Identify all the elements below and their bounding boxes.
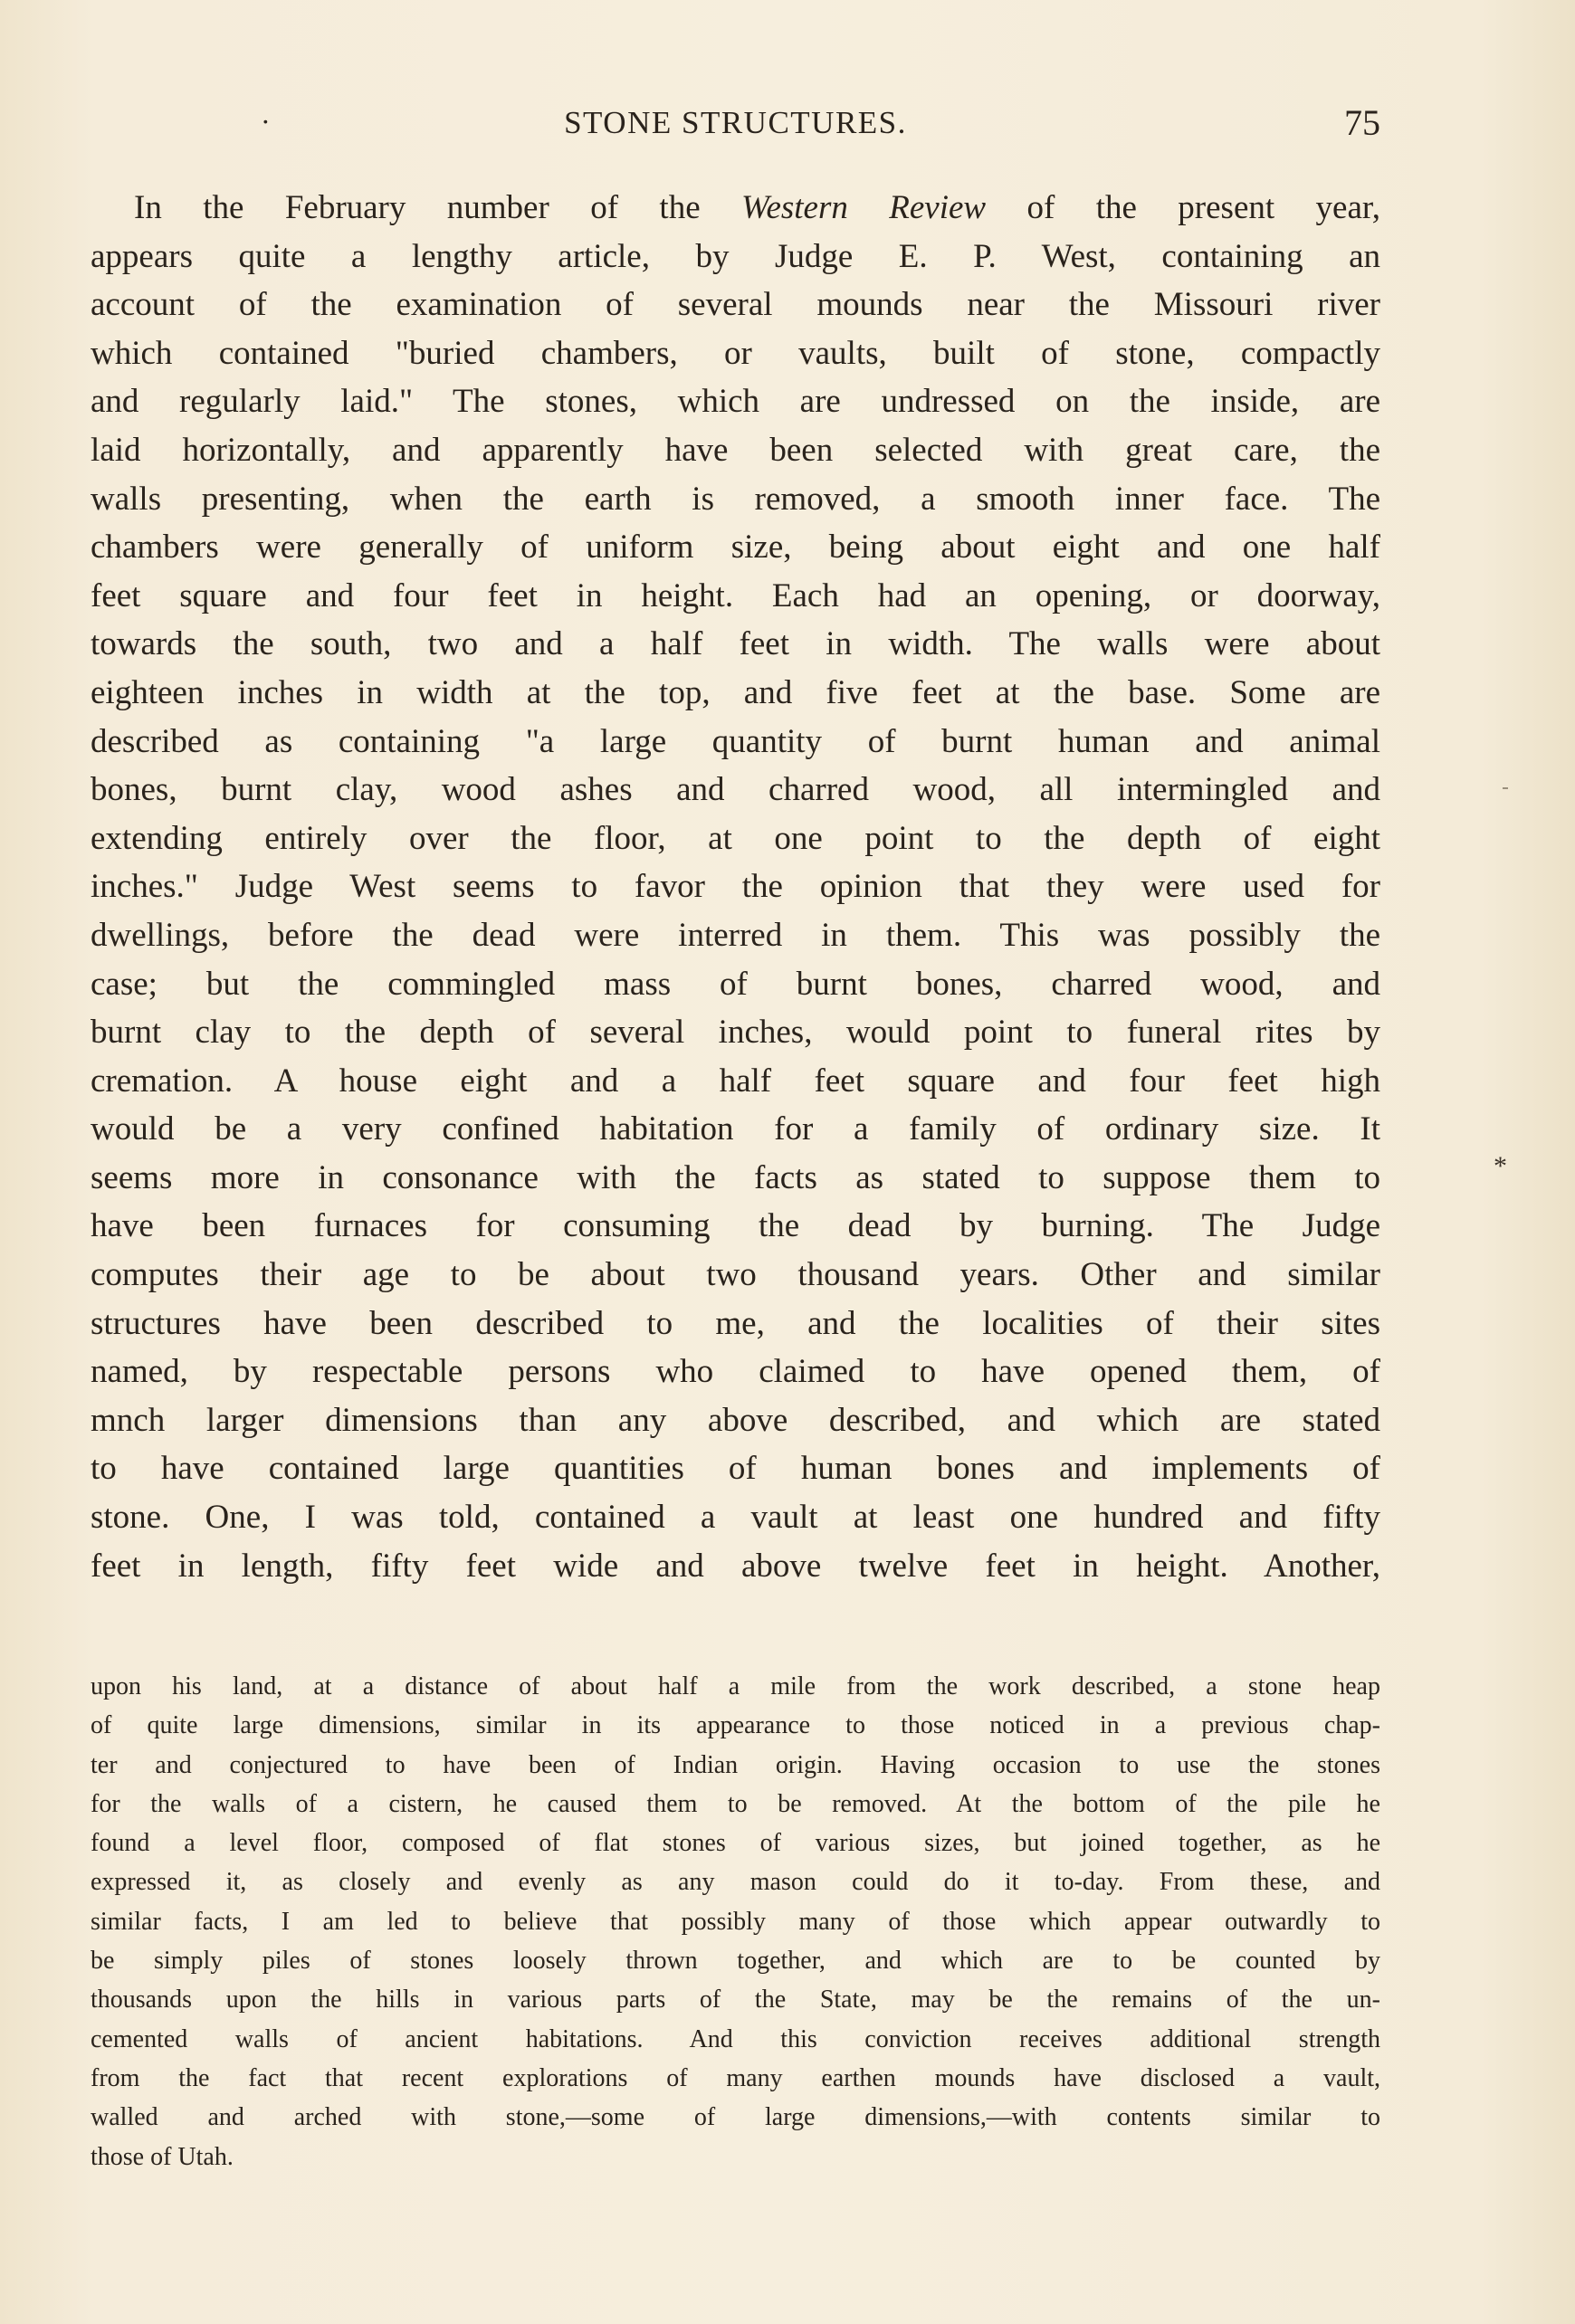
text-line: stone. One, I was told, contained a vault at least one hundred and fifty [91, 1499, 1380, 1537]
margin-dash [1503, 787, 1508, 789]
footnote-line: be simply piles of stones loosely thrown together, and which are to be counted by [91, 1947, 1380, 1976]
journal-title: Western Review [741, 189, 987, 226]
main-text-block [91, 184, 1380, 1590]
footnote-line: ter and conjectured to have been of Indian origin. Having occasion to use the stones [91, 1750, 1380, 1779]
text-line: described as containing "a large quantity of burnt human and animal [91, 722, 1380, 760]
text-line: chambers were generally of uniform size, being about eight and one half [91, 529, 1380, 567]
footnote-line: from the fact that recent explorations of many earthen mounds have disclosed a vault, [91, 2063, 1380, 2092]
text-line: case; but the commingled mass of burnt bones, charred wood, and [91, 965, 1380, 1003]
footnote-line: those of Utah. [91, 2142, 234, 2171]
text-line: eighteen inches in width at the top, and five feet at the base. Some are [91, 673, 1380, 711]
footnote-line: thousands upon the hills in various parts of the State, may be the remains of the un- [91, 1986, 1380, 2014]
text-line: extending entirely over the floor, at one point to the depth of eight [91, 819, 1380, 857]
text-line: would be a very confined habitation for a family of ordinary size. It [91, 1110, 1380, 1148]
text-line: inches." Judge West seems to favor the opinion that they were used for [91, 868, 1380, 906]
text-line: In the February number of the Western Review of the present year, [134, 189, 1380, 226]
text-line: burnt clay to the depth of several inches, would point to funeral rites by [91, 1014, 1380, 1052]
footnote-line: found a level floor, composed of flat stones of various sizes, but joined together, as he [91, 1829, 1380, 1858]
text-line: mnch larger dimensions than any above described, and which are stated [91, 1401, 1380, 1439]
footnote-line: cemented walls of ancient habitations. And this conviction receives additional strength [91, 2024, 1380, 2053]
text-line: feet square and four feet in height. Each had an opening, or doorway, [91, 576, 1380, 614]
text-line: appears quite a lengthy article, by Judge E. P. West, containing an [91, 237, 1380, 275]
text-line: dwellings, before the dead were interred in them. This was possibly the [91, 916, 1380, 954]
page-title: STONE STRUCTURES. [564, 105, 907, 140]
footnote-line: upon his land, at a distance of about half a mile from the work described, a stone heap [91, 1672, 1380, 1700]
text-line: which contained "buried chambers, or vaults, built of stone, compactly [91, 334, 1380, 372]
text-line: to have contained large quantities of human bones and implements of [91, 1450, 1380, 1488]
text-line: structures have been described to me, and the localities of their sites [91, 1304, 1380, 1342]
header-bullet: · [261, 105, 271, 138]
text-line: towards the south, two and a half feet in width. The walls were about [91, 625, 1380, 663]
footnote-line: of quite large dimensions, similar in its appearance to those noticed in a previous chap- [91, 1711, 1380, 1740]
text-line: laid horizontally, and apparently have been selected with great care, the [91, 431, 1380, 469]
text-line: have been furnaces for consuming the dead by burning. The Judge [91, 1207, 1380, 1245]
text-line: account of the examination of several mounds near the Missouri river [91, 286, 1380, 324]
footnote-block [91, 1667, 1380, 2176]
text-line: computes their age to be about two thousand years. Other and similar [91, 1256, 1380, 1294]
text-line: walls presenting, when the earth is removed, a smooth inner face. The [91, 480, 1380, 518]
page-number: 75 [1344, 102, 1380, 143]
text-line: bones, burnt clay, wood ashes and charred wood, all intermingled and [91, 771, 1380, 809]
text-line: seems more in consonance with the facts as stated to suppose them to [91, 1158, 1380, 1196]
footnote-line: expressed it, as closely and evenly as any mason could do it to-day. From these, and [91, 1868, 1380, 1897]
footnote-line: similar facts, I am led to believe that possibly many of those which appear outwardly to [91, 1907, 1380, 1936]
text-line: named, by respectable persons who claimed to have opened them, of [91, 1353, 1380, 1391]
text-line: cremation. A house eight and a half feet square and four feet high [91, 1062, 1380, 1100]
footnote-line: for the walls of a cistern, he caused them to be removed. At the bottom of the pile he [91, 1789, 1380, 1818]
text-line: feet in length, fifty feet wide and above twelve feet in height. Another, [91, 1547, 1380, 1585]
footnote-line: walled and arched with stone,—some of large dimensions,—with contents similar to [91, 2103, 1380, 2132]
running-head [91, 101, 1380, 147]
text-line: and regularly laid." The stones, which are undressed on the inside, are [91, 383, 1380, 421]
margin-asterisk: * [1494, 1151, 1507, 1181]
